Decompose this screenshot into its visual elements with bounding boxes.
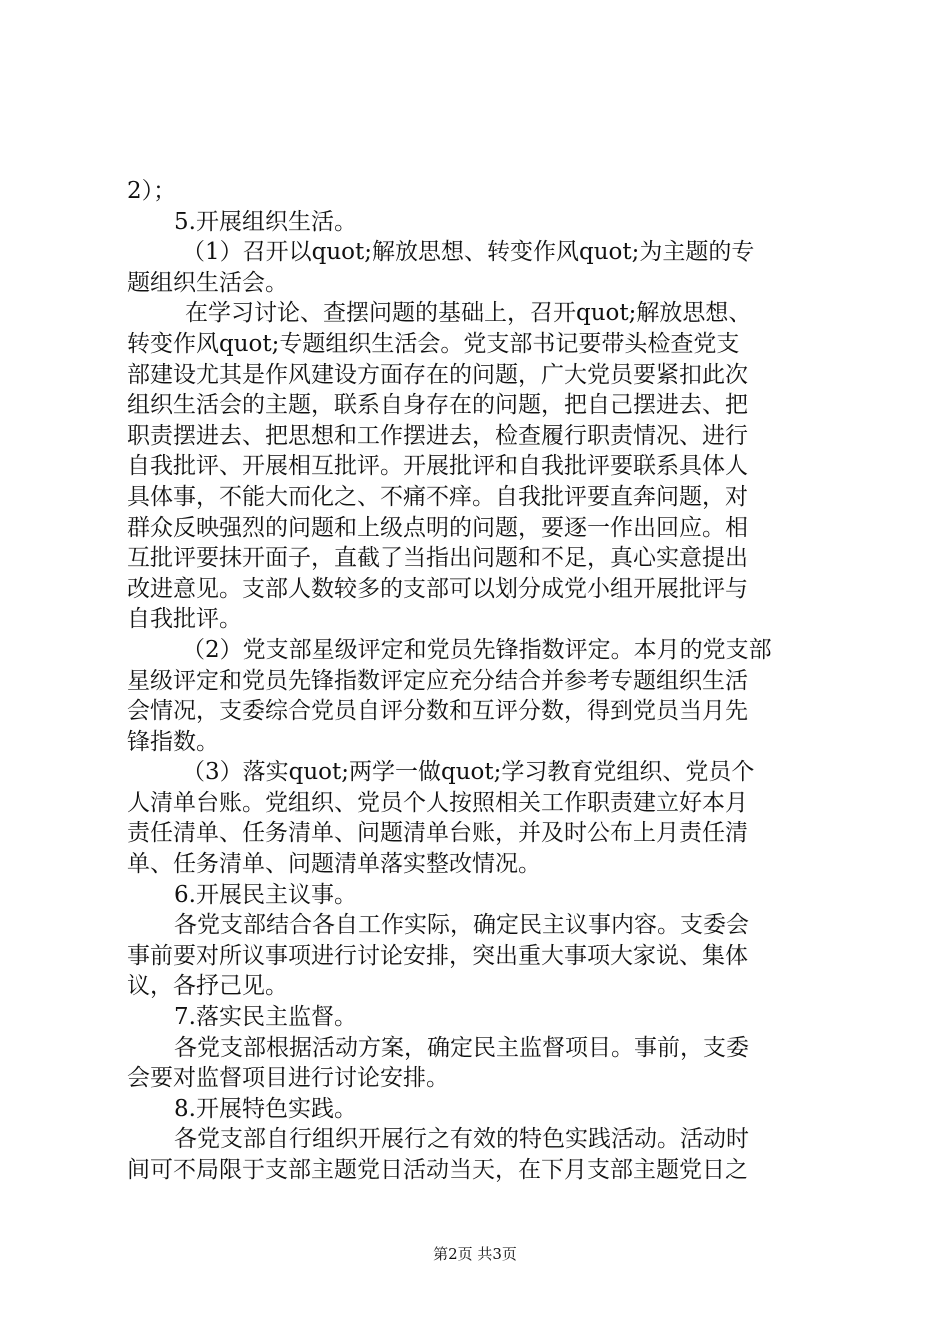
body-line: 责任清单、任务清单、问题清单台账，并及时公布上月责任清 xyxy=(127,820,748,847)
paragraph-first-line: 各党支部根据活动方案，确定民主监督项目。事前，支委 xyxy=(174,1034,749,1061)
body-line: 部建设尤其是作风建设方面存在的问题，广大党员要紧扣此次 xyxy=(127,361,748,388)
body-line: 互批评要抹开面子，直截了当指出问题和不足，真心实意提出 xyxy=(127,545,748,572)
body-line: 星级评定和党员先锋指数评定应充分结合并参考专题组织生活 xyxy=(127,667,748,694)
body-line: 组织生活会的主题，联系自身存在的问题，把自己摆进去、把 xyxy=(127,392,748,419)
body-line: 人清单台账。党组织、党员个人按照相关工作职责建立好本月 xyxy=(127,789,748,816)
body-line: 2）； xyxy=(127,178,177,204)
section-heading: 6.开展民主议事。 xyxy=(174,881,357,908)
body-line: 题组织生活会。 xyxy=(127,269,288,296)
body-line: 间可不局限于支部主题党日活动当天，在下月支部主题党日之 xyxy=(127,1157,748,1183)
body-line: 转变作风quot;专题组织生活会。党支部书记要带头检查党支 xyxy=(127,330,740,357)
body-line: 自我批评。 xyxy=(127,606,242,633)
body-line: 职责摆进去、把思想和工作摆进去，检查履行职责情况、进行 xyxy=(127,422,748,449)
body-line: 具体事，不能大而化之、不痛不痒。自我批评要直奔问题，对 xyxy=(127,483,748,510)
body-line: 群众反映强烈的问题和上级点明的问题，要逐一作出回应。相 xyxy=(127,514,748,541)
body-line: 会要对监督项目进行讨论安排。 xyxy=(127,1065,449,1092)
body-line: 改进意见。支部人数较多的支部可以划分成党小组开展批评与 xyxy=(127,575,748,602)
section-heading: 7.落实民主监督。 xyxy=(174,1004,357,1031)
subsection-heading: （1）召开以quot;解放思想、转变作风quot;为主题的专 xyxy=(182,239,755,266)
page-number-label: 第2页 共3页 xyxy=(433,1245,517,1263)
subsection-heading: （3）落实quot;两学一做quot;学习教育党组织、党员个 xyxy=(182,759,755,786)
section-heading: 8.开展特色实践。 xyxy=(174,1095,357,1122)
body-line: 单、任务清单、问题清单落实整改情况。 xyxy=(127,851,541,878)
document-body xyxy=(127,176,832,1186)
section-heading: 5.开展组织生活。 xyxy=(174,208,357,235)
page-footer xyxy=(0,1244,950,1264)
paragraph-first-line: 各党支部自行组织开展行之有效的特色实践活动。活动时 xyxy=(174,1126,749,1153)
body-line: 锋指数。 xyxy=(127,728,219,755)
body-line: 会情况，支委综合党员自评分数和互评分数，得到党员当月先 xyxy=(127,698,748,725)
paragraph-first-line: 各党支部结合各自工作实际，确定民主议事内容。支委会 xyxy=(174,912,749,939)
subsection-heading: （2）党支部星级评定和党员先锋指数评定。本月的党支部 xyxy=(182,636,772,663)
paragraph-first-line: 在学习讨论、查摆问题的基础上，召开quot;解放思想、 xyxy=(185,300,752,327)
body-line: 事前要对所议事项进行讨论安排，突出重大事项大家说、集体 xyxy=(127,942,748,969)
body-line: 议，各抒己见。 xyxy=(127,973,288,1000)
body-line: 自我批评、开展相互批评。开展批评和自我批评要联系具体人 xyxy=(127,453,748,480)
